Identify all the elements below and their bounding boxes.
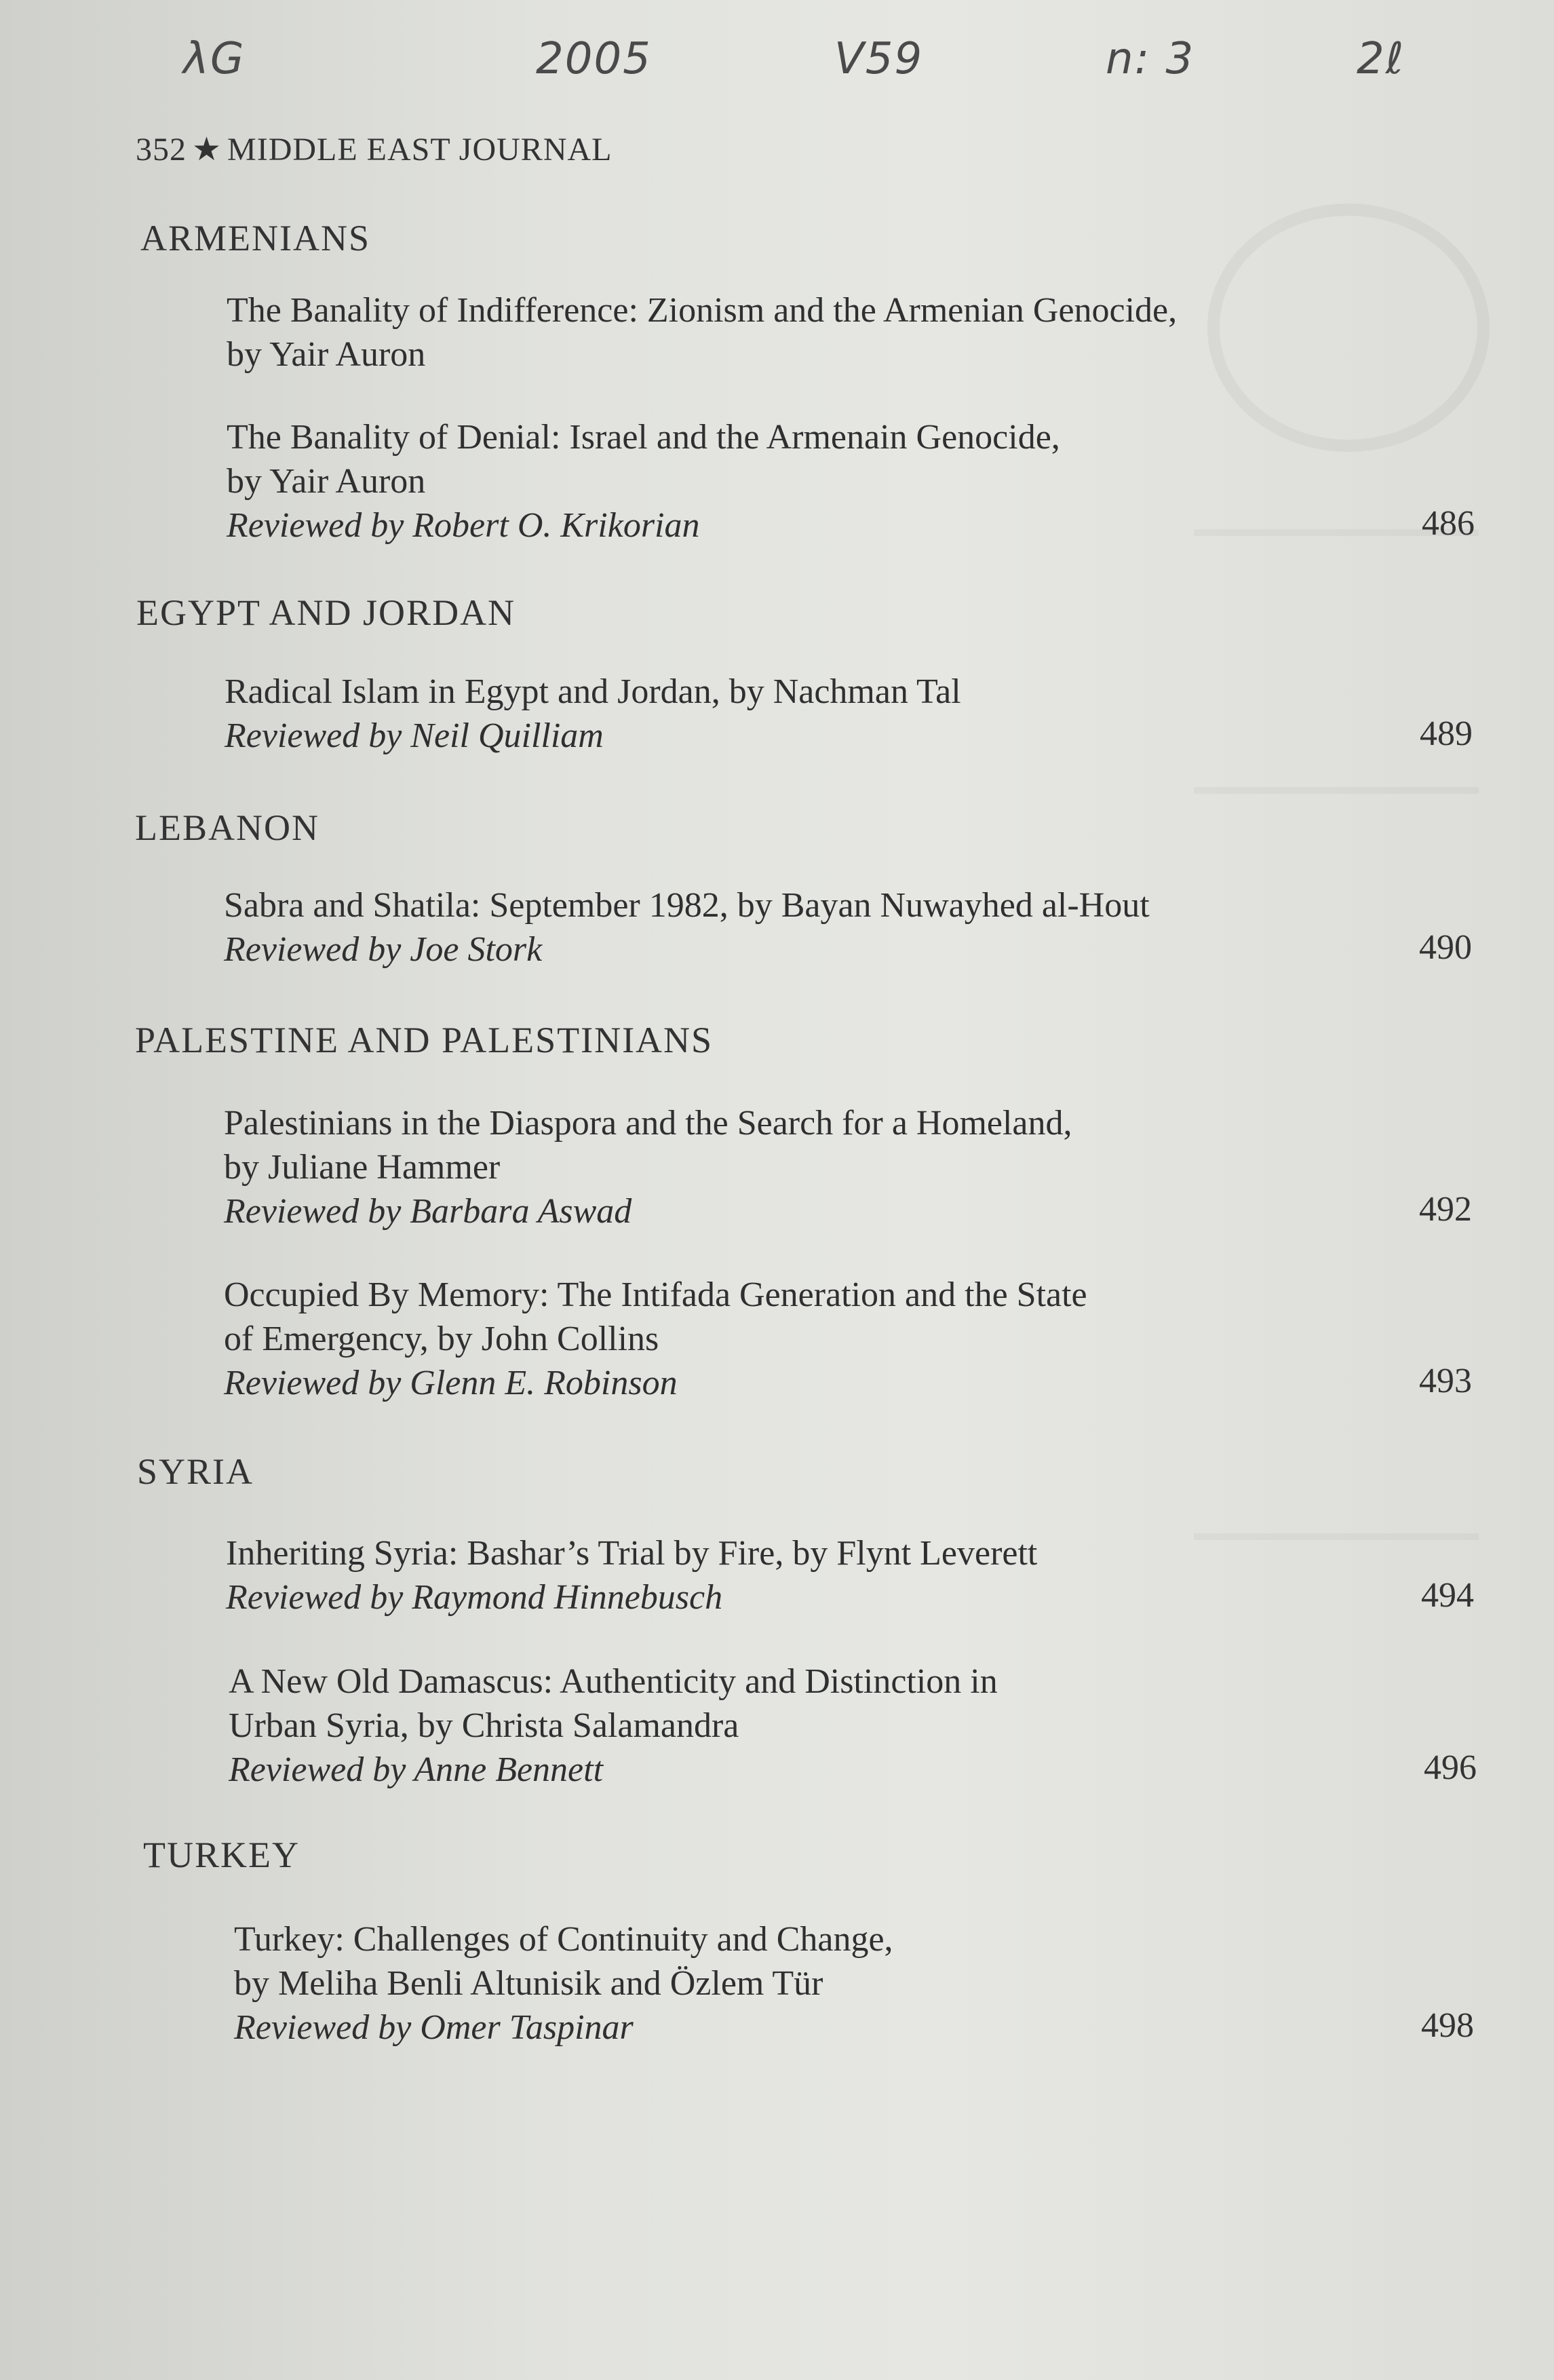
section-heading: ARMENIANS bbox=[140, 218, 371, 258]
reviewer-line: Reviewed by Neil Quilliam bbox=[225, 716, 604, 755]
review-page-number: 486 bbox=[1422, 504, 1475, 543]
entry-title-line: Sabra and Shatila: September 1982, by Bayan Nuwayhed al-Hout bbox=[224, 886, 1150, 925]
section-heading: TURKEY bbox=[143, 1835, 300, 1875]
running-head bbox=[136, 130, 612, 168]
entry-title-line: Urban Syria, by Christa Salamandra bbox=[229, 1706, 739, 1745]
star-icon: ★ bbox=[192, 132, 222, 168]
review-page-number: 489 bbox=[1420, 714, 1473, 753]
handwritten-note: n: 3 bbox=[1106, 34, 1195, 84]
handwritten-note: 2ℓ bbox=[1357, 34, 1405, 84]
section-heading: PALESTINE AND PALESTINIANS bbox=[135, 1020, 714, 1060]
handwritten-note: λG bbox=[183, 34, 246, 84]
reviewer-line: Reviewed by Joe Stork bbox=[224, 930, 543, 969]
review-page-number: 494 bbox=[1421, 1576, 1474, 1615]
review-entry bbox=[234, 1917, 1482, 2050]
entry-title-line: by Yair Auron bbox=[227, 335, 426, 374]
reviewer-line: Reviewed by Omer Taspinar bbox=[234, 2008, 634, 2047]
section-heading: EGYPT AND JORDAN bbox=[136, 592, 516, 633]
reviewer-line: Reviewed by Glenn E. Robinson bbox=[224, 1364, 678, 1402]
entry-title-line: The Banality of Indifference: Zionism and the Armenian Genocide, bbox=[227, 291, 1178, 330]
entry-title-line: Inheriting Syria: Bashar’s Trial by Fire, by Flynt Leverett bbox=[226, 1534, 1038, 1573]
review-page-number: 490 bbox=[1419, 928, 1472, 967]
review-entry bbox=[227, 288, 1475, 377]
entry-title-line: Occupied By Memory: The Intifada Generation and the State bbox=[224, 1275, 1087, 1314]
entry-title-line: Palestinians in the Diaspora and the Search for a Homeland, bbox=[224, 1104, 1072, 1143]
review-entry bbox=[225, 670, 1473, 758]
reviewer-line: Reviewed by Raymond Hinnebusch bbox=[226, 1578, 723, 1617]
review-page-number: 492 bbox=[1419, 1190, 1472, 1229]
entry-title-line: A New Old Damascus: Authenticity and Distinction in bbox=[229, 1662, 998, 1701]
entry-title-line: Turkey: Challenges of Continuity and Change, bbox=[234, 1920, 893, 1959]
entry-title-line: Radical Islam in Egypt and Jordan, by Nachman Tal bbox=[225, 672, 961, 711]
handwritten-note: V59 bbox=[834, 34, 924, 84]
review-entry bbox=[224, 1273, 1472, 1405]
entry-title-line: by Juliane Hammer bbox=[224, 1148, 501, 1187]
review-entry bbox=[227, 415, 1475, 548]
journal-title: MIDDLE EAST JOURNAL bbox=[227, 132, 613, 168]
review-entry bbox=[226, 1531, 1474, 1619]
review-entry bbox=[229, 1659, 1477, 1792]
review-entry bbox=[224, 883, 1472, 972]
page-number-head: 352 bbox=[136, 132, 187, 168]
section-heading: LEBANON bbox=[135, 807, 319, 848]
reviewer-line: Reviewed by Anne Bennett bbox=[229, 1750, 604, 1789]
entry-title-line: by Meliha Benli Altunisik and Özlem Tür bbox=[234, 1964, 823, 2003]
review-page-number: 496 bbox=[1424, 1748, 1477, 1787]
review-page-number: 498 bbox=[1421, 2006, 1474, 2045]
handwritten-note: 2005 bbox=[536, 34, 652, 84]
reviewer-line: Reviewed by Barbara Aswad bbox=[224, 1192, 632, 1231]
bleed-through-text bbox=[1194, 787, 1479, 794]
review-page-number: 493 bbox=[1419, 1362, 1472, 1400]
entry-title-line: of Emergency, by John Collins bbox=[224, 1320, 659, 1358]
review-entry bbox=[224, 1101, 1472, 1233]
entry-title-line: The Banality of Denial: Israel and the Armenain Genocide, bbox=[227, 418, 1060, 457]
section-heading: SYRIA bbox=[137, 1451, 254, 1492]
reviewer-line: Reviewed by Robert O. Krikorian bbox=[227, 506, 700, 545]
entry-title-line: by Yair Auron bbox=[227, 462, 426, 501]
